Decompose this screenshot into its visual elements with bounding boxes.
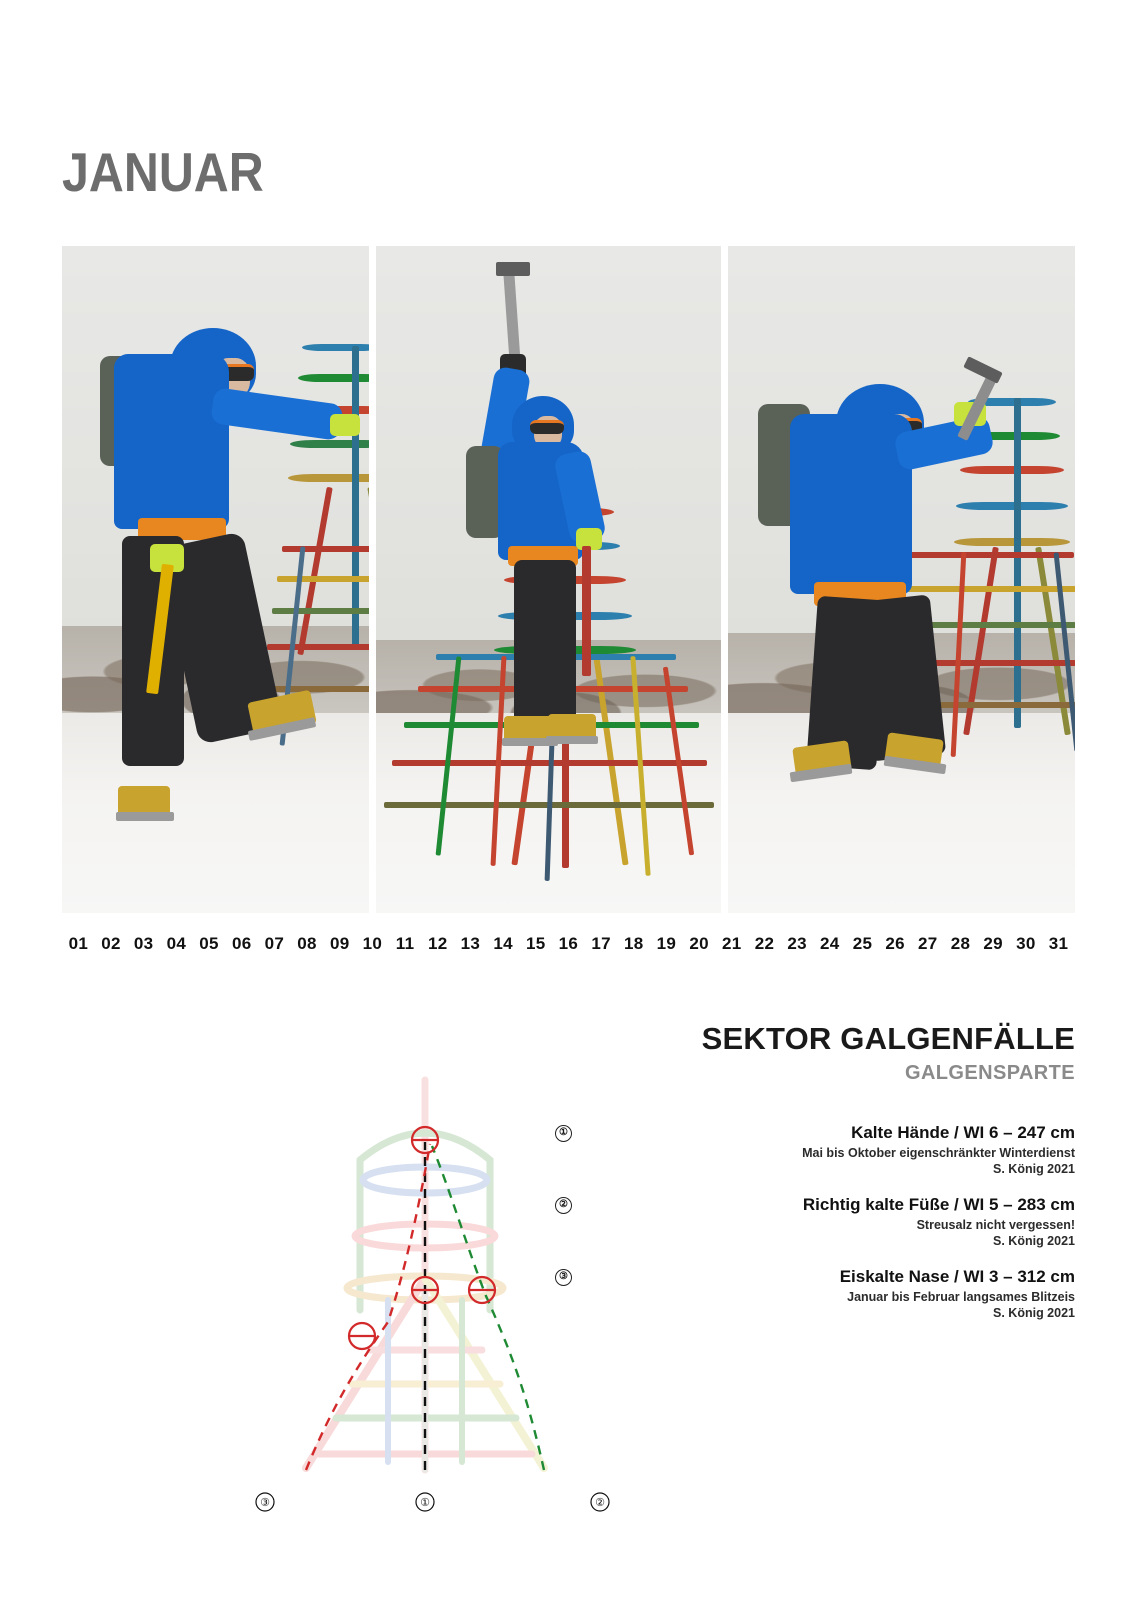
day-cell[interactable]: 27 [918, 934, 938, 953]
day-cell[interactable]: 28 [950, 934, 971, 953]
day-cell[interactable]: 26 [885, 934, 905, 953]
sector-title: SEKTOR GALGENFÄLLE [701, 1021, 1075, 1056]
topo-bottom-markers [256, 1493, 609, 1511]
topo-marker-3: ③ [260, 1497, 270, 1509]
day-cell[interactable]: 02 [101, 934, 121, 953]
photo-left [62, 246, 369, 913]
sector-subtitle: GALGENSPARTE [905, 1062, 1075, 1085]
day-cell[interactable]: 10 [362, 934, 383, 953]
route-note: Streusalz nicht vergessen! [916, 1218, 1075, 1233]
day-cell[interactable]: 18 [624, 934, 644, 953]
day-cell[interactable]: 16 [558, 934, 579, 953]
day-cell[interactable]: 23 [787, 934, 807, 953]
route-number-badge: ② [555, 1197, 572, 1214]
day-cell[interactable]: 19 [656, 934, 677, 953]
route-item [555, 1267, 1075, 1320]
route-author: S. König 2021 [993, 1306, 1075, 1321]
day-cell[interactable]: 07 [264, 934, 285, 953]
day-cell[interactable]: 21 [722, 934, 742, 953]
day-cell[interactable]: 30 [1016, 934, 1036, 953]
route-author: S. König 2021 [993, 1162, 1075, 1177]
day-cell[interactable]: 24 [820, 934, 840, 953]
day-cell[interactable]: 01 [68, 934, 89, 953]
photo-strip [62, 246, 1075, 913]
route-note: Mai bis Oktober eigenschränkter Winterdienst [802, 1146, 1075, 1161]
day-cell[interactable]: 04 [166, 934, 187, 953]
topo-marker-1: ① [420, 1497, 430, 1509]
day-cell[interactable]: 25 [852, 934, 873, 953]
route-note: Januar bis Februar langsames Blitzeis [847, 1290, 1075, 1305]
day-numbers-row [62, 926, 1075, 962]
day-cell[interactable]: 31 [1048, 934, 1069, 953]
day-cell[interactable]: 06 [231, 934, 252, 953]
route-list [555, 1123, 1075, 1320]
day-cell[interactable]: 17 [591, 934, 611, 953]
route-item [555, 1123, 1075, 1176]
day-cell[interactable]: 15 [525, 934, 546, 953]
day-cell[interactable]: 05 [199, 934, 219, 953]
day-cell[interactable]: 14 [493, 934, 513, 953]
day-cell[interactable]: 29 [983, 934, 1003, 953]
photo-center [376, 246, 721, 913]
day-cell[interactable]: 09 [329, 934, 350, 953]
route-number-badge: ③ [555, 1269, 572, 1286]
day-cell[interactable]: 22 [754, 934, 775, 953]
route-number-badge: ① [555, 1125, 572, 1142]
route-name: Eiskalte Nase / WI 3 – 312 cm [839, 1267, 1075, 1287]
day-cell[interactable]: 20 [689, 934, 709, 953]
route-name: Richtig kalte Füße / WI 5 – 283 cm [802, 1195, 1075, 1215]
snow-ground [62, 713, 369, 913]
day-cell[interactable]: 12 [427, 934, 448, 953]
day-cell[interactable]: 11 [395, 934, 415, 953]
route-author: S. König 2021 [993, 1234, 1075, 1249]
topo-marker-2: ② [595, 1497, 605, 1509]
day-cell[interactable]: 08 [297, 934, 317, 953]
photo-right [728, 246, 1075, 913]
sector-info [555, 1022, 1075, 1339]
route-item [555, 1195, 1075, 1248]
page-title: JANUAR [62, 141, 264, 203]
day-cell[interactable]: 13 [460, 934, 481, 953]
route-name: Kalte Hände / WI 6 – 247 cm [851, 1123, 1075, 1143]
day-cell[interactable]: 03 [133, 934, 154, 953]
